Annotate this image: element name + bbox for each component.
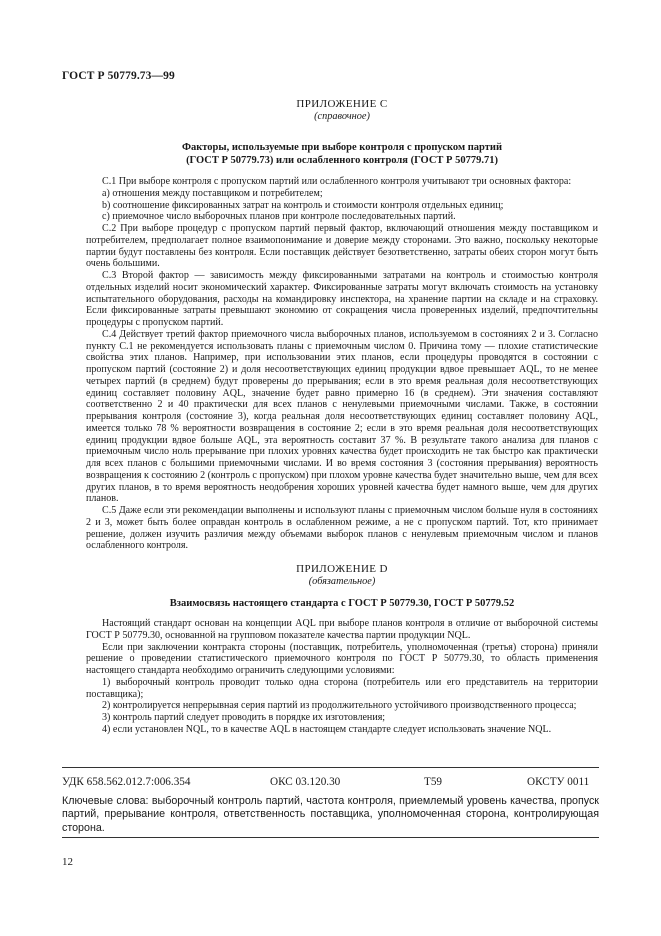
condition-item-2: 2) контролируется непрерывная серия партий из продолжительного устойчивого производственного процесса; xyxy=(102,700,577,712)
appendix-d xyxy=(86,563,598,736)
appendix-d-note: (обязательное) xyxy=(308,576,376,587)
appendix-d-paragraph-2: Если при заключении контракта стороны (поставщик, потребитель, уполномоченная (третья) сторона) приняли решение о проведении статистического приемочного контроля по ГОСТ Р 50779.30, то область применения настоящего стандарта необходимо ограничить следующими условиями: xyxy=(86,641,598,676)
appendix-c-note: (справочное) xyxy=(314,111,370,122)
udk-code: УДК 658.562.012.7:006.354 xyxy=(62,776,191,788)
t-code: Т59 xyxy=(424,776,443,788)
condition-item-4: 4) если установлен NQL, то в качестве AQL в настоящем стандарте следует использовать значение NQL. xyxy=(102,723,552,735)
appendix-d-heading: Взаимосвязь настоящего стандарта с ГОСТ Р 50779.30, ГОСТ Р 50779.52 xyxy=(169,598,515,609)
condition-item-1: 1) выборочный контроль проводит только одна сторона (потребитель или его представитель на территории поставщика); xyxy=(86,676,598,700)
appendix-d-title: ПРИЛОЖЕНИЕ D xyxy=(296,563,388,575)
clause-c1-item-a: а) отношения между поставщиком и потребителем; xyxy=(102,187,323,199)
clause-c3: С.3 Второй фактор — зависимость между фиксированными затратами на контроль и стоимостью контроля отдельных изделий носит экономический характер. Фиксированные затраты могут включать стоимость на установку испытательного оборудования, расходы на командировку инспектора, на хранение партии на складе и на страховку. Если фиксированные затраты превышают экономию от сокращения числа проверенных изделий, предпочтительны процедуры с пропуском партий. xyxy=(86,270,598,328)
clause-c1-item-b: b) соотношение фиксированных затрат на контроль и стоимости контроля отдельных единиц; xyxy=(102,199,504,211)
condition-item-3: 3) контроль партий следует проводить в порядке их изготовления; xyxy=(102,712,386,723)
clause-c1-intro: С.1 При выборе контроля с пропуском партий или ослабленного контроля учитывают три основных фактора: xyxy=(102,176,572,187)
appendix-c xyxy=(86,98,598,552)
appendix-c-title: ПРИЛОЖЕНИЕ С xyxy=(296,98,388,110)
document-code: ГОСТ Р 50779.73—99 xyxy=(62,70,175,82)
footer-top-rule xyxy=(62,767,599,768)
okstu-code: ОКСТУ 0011 xyxy=(527,776,590,788)
appendix-d-paragraph-1: Настоящий стандарт основан на концепции AQL при выборе планов контроля в отличие от выборочной системы ГОСТ Р 50779.30, основанной на групповом показателе качества партии продукции NQL. xyxy=(86,618,598,641)
footer-bottom-rule xyxy=(62,837,599,838)
clause-c5: С.5 Даже если эти рекомендации выполнены и используют планы с приемочным числом больше нуля в состояниях 2 и 3, может быть более оправдан контроль в ослабленном режиме, а не с пропуском партий. Тот, кто принимает решение, должен изучить различия между объемами выборок планов с ненулевым приемочным числом и планов ослабленного контроля. xyxy=(86,505,598,552)
clause-c1-item-c: с) приемочное число выборочных планов при контроле последовательных партий. xyxy=(102,211,456,223)
clause-c4: С.4 Действует третий фактор приемочного числа выборочных планов, используемом в состояниях 2 и 3. Согласно пункту С.1 не рекомендуется использовать планы с приемочным числом 0. Причина тому — плохие статистические свойства этих планов. Например, при использовании этих планов, если процедуры проводятся в состоянии с пропуском партий (состояние 2) и доля несоответствующих единиц продукции вдвое превышает AQL, то не менее четырех партий (в среднем) будут проверены до прерывания; если в это время реальная доля несоответствующих единиц составляет половину AQL, значение будет равно примерно 16 (в среднем). Эти значения составляют соответственно 2 и 40 практически для всех планов с ненулевыми приемочными числами. Также, в состоянии прерывания контроля (состояние 3), когда реальная доля несоответствующих единиц составляет половину AQL, имеется только 78 % вероятности возвращения в состояние 2; если в это время реальная доля несоответствующих единиц продукции вдвое больше AQL, эта вероятность составит 37 %. В результате такого анализа для планов с приемочным число ноль прерывание при плохих уровнях качества будет происходить не так быстро как практически для всех планов с большими приемочными числами. И во время состояния 3 (состояния прерывания) вероятность возвращения к состоянию 2 (контроль с пропуском) при плохом уровне качества будет значительно выше, чем для всех других планов, в то время вероятность неодобрения хороших уровней качества будет намного выше, чем для других планов. xyxy=(86,328,598,505)
appendix-c-heading-line-1: Факторы, используемые при выборе контроля с пропуском партий xyxy=(181,142,503,153)
appendix-c-heading-line-2: (ГОСТ Р 50779.73) или ослабленного контроля (ГОСТ Р 50779.71) xyxy=(186,155,498,166)
clause-c2: С.2 При выборе процедур с пропуском партий первый фактор, включающий отношения между поставщиком и потребителем, предполагает полное взаимопонимание и доверие между сторонами. Это важно, поскольку некоторые партии будут поставлены без контроля. Если поставщик действует безответственно, затраты обеих сторон могут быть очень большими. xyxy=(86,223,598,270)
page-number: 12 xyxy=(62,856,73,868)
keywords: Ключевые слова: выборочный контроль партий, частота контроля, приемлемый уровень качества, пропуск партий, прерывание контроля, ответственность поставщика, уполномоченная сторона, контролирующая сторона. xyxy=(62,795,599,834)
oks-code: ОКС 03.120.30 xyxy=(270,776,341,788)
